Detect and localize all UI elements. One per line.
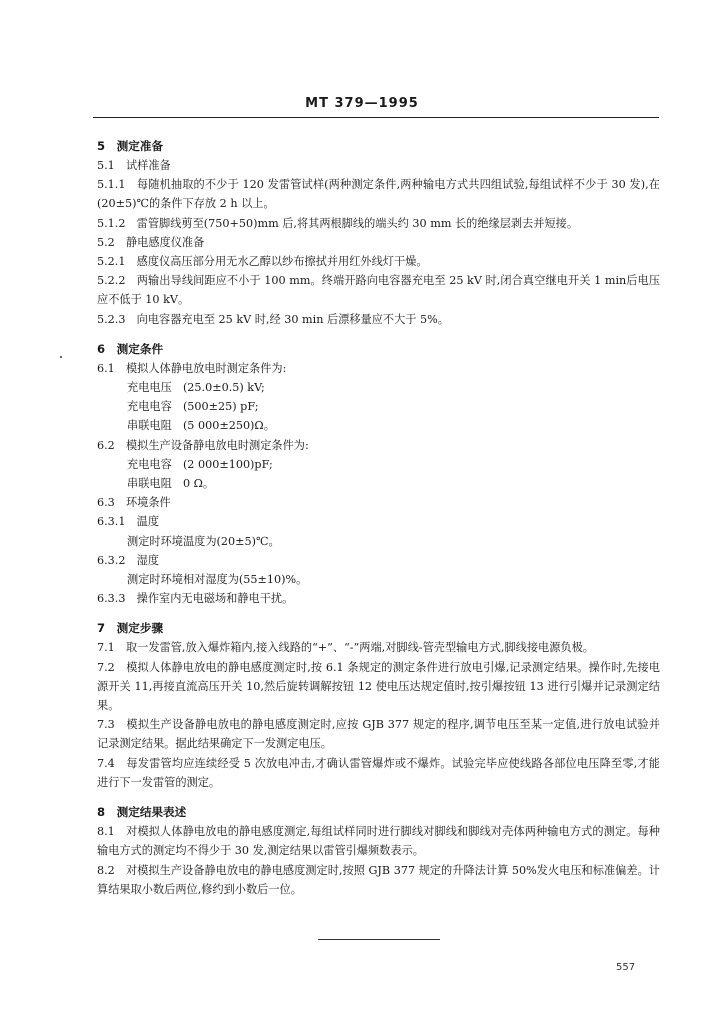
clause-8-2: 8.2 对模拟生产设备静电放电的静电感度测定时,按照 GJB 377 规定的升降法计算 50%发火电压和标准偏差。计算结果取小数后两位,修约到小数后一位。 [97,863,660,896]
clause-6-3-2-text: 测定时环境相对湿度为(55±10)%。 [127,573,308,587]
section-7-title: 7 测定步骤 [97,621,164,636]
clause-6-3-1-text: 测定时环境温度为(20±5)℃。 [127,534,280,548]
page-number: 557 [616,962,636,973]
clause-7-1: 7.1 取一发雷管,放入爆炸箱内,接入线路的“+”、“-”两端,对脚线-管壳型输电方式,脚线接电源负极。 [97,641,594,655]
clause-6-3-1: 6.3.1 温度 [97,515,160,529]
header-rule [93,117,659,118]
clause-6-1-voltage: 充电电压 (25.0±0.5) kV; [127,381,265,395]
clause-6-3: 6.3 环境条件 [97,496,171,510]
clause-5-2: 5.2 静电感度仪准备 [97,235,205,249]
clause-6-2: 6.2 模拟生产设备静电放电时测定条件为: [97,438,309,452]
clause-6-2-resistance: 串联电阻 0 Ω。 [127,477,215,491]
section-6-title: 6 测定条件 [97,341,164,356]
section-5-title: 5 测定准备 [97,139,164,153]
clause-8-1: 8.1 对模拟人体静电放电的静电感度测定,每组试样同时进行脚线对脚线和脚线对壳体两种输电方式的测定。每种输电方式的测定均不得少于 30 发,测定结果以雷管引爆频数表示。 [97,825,660,858]
clause-5-2-2: 5.2.2 两输出导线间距应不小于 100 mm。终端开路向电容器充电至 25 kV 时,闭合真空继电开关 1 min后电压应不低于 10 kV。 [97,274,660,307]
clause-5-2-3: 5.2.3 向电容器充电至 25 kV 时,经 30 min 后漂移量应不大于 5%。 [97,312,449,326]
end-rule [318,939,440,940]
clause-6-1-resistance: 串联电阻 (5 000±250)Ω。 [127,419,275,433]
clause-5-1-2: 5.1.2 雷管脚线剪至(750+50)mm 后,将其两根脚线的端头约 30 mm 长的绝缘层剥去并短接。 [97,216,579,230]
clause-6-3-3: 6.3.3 操作室内无电磁场和静电干扰。 [97,592,294,606]
clause-5-1: 5.1 试样准备 [97,159,171,172]
clause-6-2-capacitance: 充电电容 (2 000±100)pF; [127,457,273,471]
clause-6-1-capacitance: 充电电容 (500±25) pF; [127,400,259,414]
clause-5-1-1: 5.1.1 每随机抽取的不少于 120 发雷管试样(两种测定条件,两种输电方式共四组试验,每组试样不少于 30 发),在(20±5)℃的条件下存放 2 h 以上。 [97,178,660,211]
section-8-title: 8 测定结果表述 [97,805,187,820]
clause-6-3-2: 6.3.2 湿度 [97,553,160,567]
clause-7-2: 7.2 模拟人体静电放电的静电感度测定时,按 6.1 条规定的测定条件进行放电引爆,记录测定结果。操作时,先接电源开关 11,再接直流高压开关 10,然后旋转调解按钮 12 使电压达规定值时,按引爆按钮 13 进行引爆并记录测定结果。 [97,660,660,713]
standard-code-header: MT 379—1995 [305,96,419,111]
margin-mark [60,356,62,358]
clause-7-4: 7.4 每发雷管均应连续经受 5 次放电冲击,才确认雷管爆炸或不爆炸。试验完毕应使线路各部位电压降至零,才能进行下一发雷管的测定。 [97,756,660,789]
clause-6-1: 6.1 模拟人体静电放电时测定条件为: [97,361,287,375]
document-body [97,136,660,899]
clause-7-3: 7.3 模拟生产设备静电放电的静电感度测定时,应按 GJB 377 规定的程序,调节电压至某一定值,进行放电试验并记录测定结果。据此结果确定下一发测定电压。 [97,718,660,751]
clause-5-2-1: 5.2.1 感度仪高压部分用无水乙醇以纱布擦拭并用红外线灯干燥。 [97,255,428,269]
